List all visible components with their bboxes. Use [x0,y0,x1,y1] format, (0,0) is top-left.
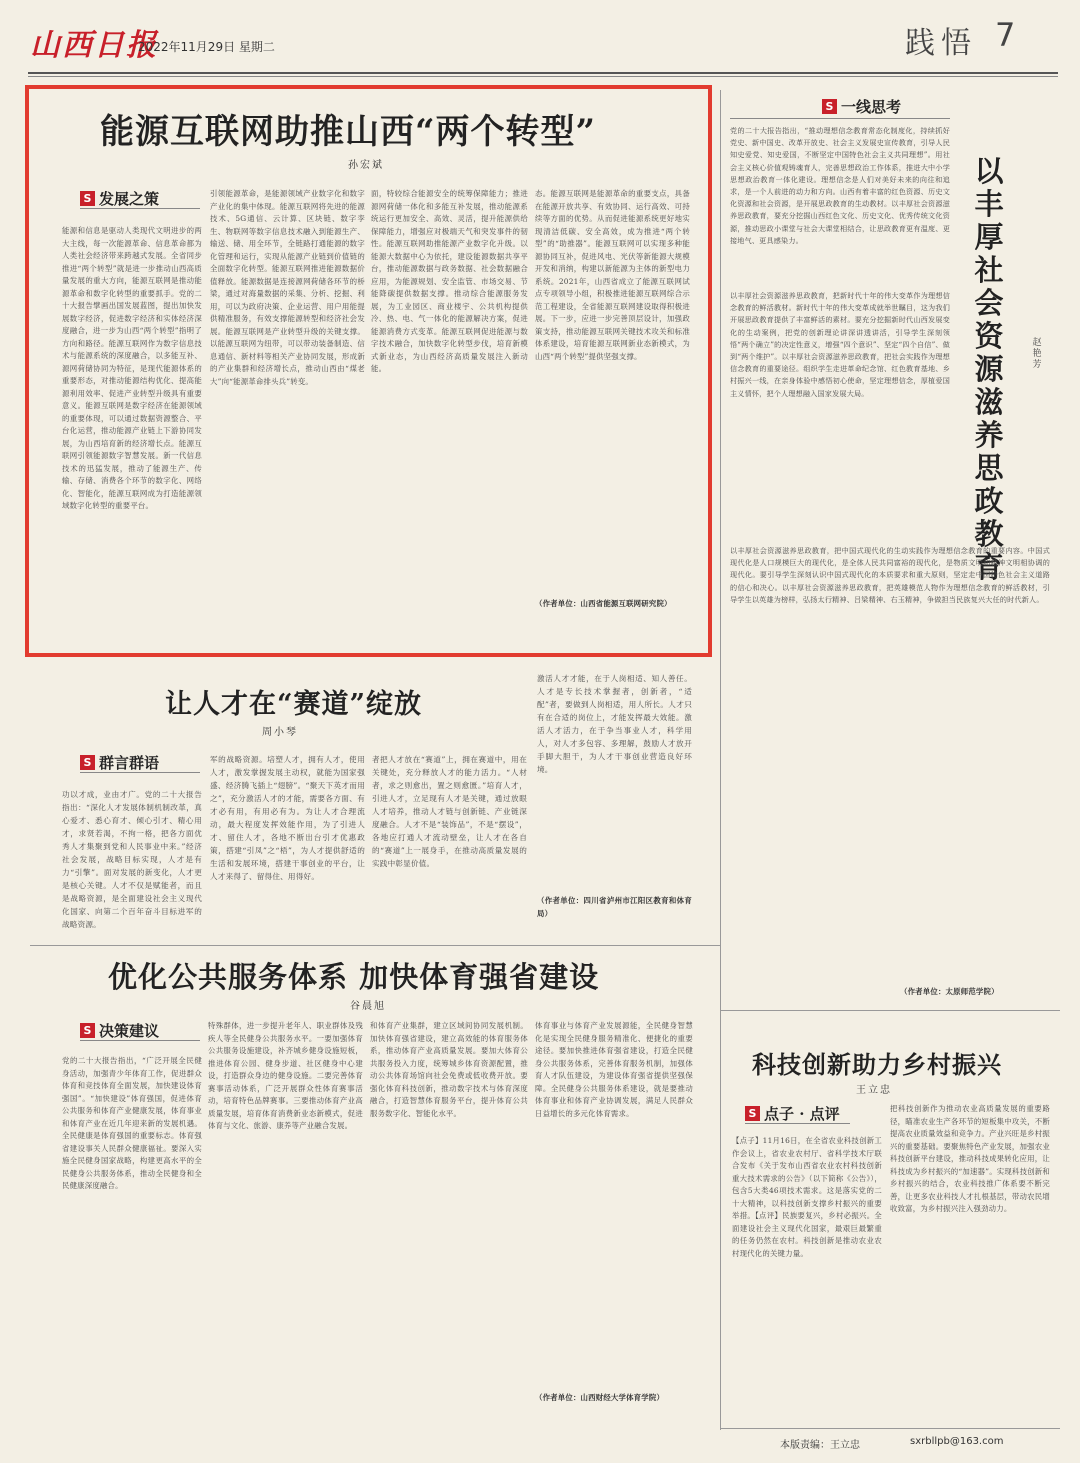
s-badge-icon: S [80,755,95,770]
article-byline-rural: 王立忠 [856,1085,892,1096]
s-badge-icon: S [745,1106,760,1121]
section-tag-voices [80,752,159,773]
article-headline-talent[interactable]: 让人才在“赛道”绽放 [165,689,423,720]
newspaper-logo: 山西日报 [30,28,158,63]
article-column: 【点子】11月16日，在全省农业科技创新工作会议上，省农业农村厅、省科学技术厅联合发布《关于发布山西省农业农村科技创新重大技术需求的公告》（以下简称《公告》），包含5大类46项技术需求。这是落实党的二十大精神，以科技创新支撑乡村振兴的重要举措。【点评】民族要复兴，乡村必振兴。全面建设社会主义现代化国家，最艰巨最繁重的任务仍然在农村。科技创新是推动农业农村现代化的关键力量。 [732,1136,882,1258]
s-badge-icon: S [822,99,837,114]
section-tag-development [80,188,159,209]
s-badge-icon: S [80,191,95,206]
footer-editor: 本版责编：王立忠 [780,1440,860,1451]
issue-date: 2022年11月29日 星期二 [138,40,275,54]
page-number: 7 [995,16,1016,54]
article-byline-talent: 周小琴 [262,727,298,738]
article-headline-sports[interactable]: 优化公共服务体系 加快体育强省建设 [108,960,600,994]
article-headline-rural[interactable]: 科技创新助力乡村振兴 [752,1050,1002,1079]
section-divider [30,945,720,946]
column-divider [720,1010,721,1430]
s-badge-icon: S [80,1023,95,1038]
article-byline-ideology: 赵艳芳 [1032,338,1042,370]
author-affiliation: （作者单位：四川省泸州市江阳区教育和体育局） [537,896,692,918]
tag-label: 一线思考 [841,98,902,116]
masthead-rule-thin [28,76,1058,77]
article-column: 把科技创新作为推动农业高质量发展的重要路径，瞄准农业生产各环节的短板集中攻关，不断提高农业质量效益和竞争力。产业兴旺是乡村振兴的重要基础。要聚焦特色产业发展，加强农业科技创新平台建设，推动科技成果转化应用，让科技成为乡村振兴的“加速器”。实现科技创新和乡村振兴的结合，农业科技推广体系要不断完善，让更多农业科技人才扎根基层，带动农民增收致富，为乡村振兴注入强劲动力。 [890,1104,1050,1213]
article-column: 者把人才放在“赛道”上，拥在赛道中，用在关键处，充分释放人才的能力活力。“人材者，求之则愈出，置之则愈匮。”培育人才，引进人才，立足现有人才是关键，通过放眼人才培养，推动人才链与创新链、产业链深度融合。人才不是“装饰品”，不是“摆设”，各地应打通人才流动壁垒，让人才在各自的“赛道”上一展身手，在推动高质量发展的实践中彰显价值。 [372,755,527,868]
article-column: 和体育产业集群，建立区域间协同发展机制。加快体育强省建设，建立高效能的体育服务体系，推动体育产业高质量发展。要加大体育公共服务投入力度，统筹城乡体育资源配置，推动公共体育场馆向社会免费或低收费开放。要强化体育科技创新，推动数字技术与体育深度融合，打造智慧体育服务平台，提升体育公共服务数字化、智能化水平。 [370,1021,528,1118]
tag-underline [80,208,200,209]
column-divider [720,90,721,1010]
footer-email[interactable]: sxrbllpb@163.com [910,1436,1004,1447]
article-column: 能源和信息是驱动人类现代文明进步的两大主线，每一次能源革命、信息革命都为人类社会经济带来跨越式发展。全省同步推进“两个转型”就是进一步推动山西高质量发展的重大方向，能源互联网是推动能源革命和数字化转型的重要抓手。党的二十大报告擘画出国发展蓝图，提出加快发展数字经济，促进数字经济和实体经济深度融合，进一步为山西“两个转型”指明了方向和路径。能源互联网作为数字信息技术与能源系统的深度融合，以多能互补、源网荷储协同为特征，是现代能源体系的重要形态，对推动能源结构优化、提高能源利用效率、促进产业转型升级具有重要意义。能源互联网是数字经济在能源领域的重要体现，可以通过数据资源整合、平台化运营，推动能源产业链上下游协同发展，为山西培育新的经济增长点。能源互联网引领能源数字智慧发展。新一代信息技术的迅猛发展，推动了能源生产、传输、存储、消费各个环节的数字化、网络化、智能化，能源互联网成为打造能源领域数字化转型的重要平台。 [62,226,202,510]
article-headline-energy[interactable]: 能源互联网助推山西“两个转型” [100,112,597,152]
tag-underline [80,772,200,773]
section-name: 践悟 [905,26,977,61]
article-headline-ideology[interactable]: 以丰厚社会资源滋养思政教育 [974,154,1004,584]
article-column: 体育事业与体育产业发展源能，全民健身智慧化是实现全民健身服务精准化、便捷化的重要途径。要加快推进体育强省建设，打造全民健身公共服务体系，完善体育服务机制，加强体育人才队伍建设，为建设体育强省提供坚强保障。全民健身公共服务体系建设，就是要推动体育事业和体育产业协调发展，满足人民群众日益增长的多元化体育需求。 [535,1021,693,1118]
tag-label: 点子 · 点评 [764,1105,840,1123]
tag-underline [80,1040,200,1041]
article-column: 党的二十大报告指出，“推动理想信念教育常态化制度化，持续抓好党史、新中国史、改革开放史、社会主义发展史宣传教育，引导人民知史爱党、知史爱国，不断坚定中国特色社会主义共同理想”。用社会主义核心价值观铸魂育人，完善思想政治工作体系，推进大中小学思想政治教育一体化建设。理想信念是人们对美好未来的向往和追求，是一个人前进的动力和方向。山西有着丰富的红色资源、历史文化资源和社会资源，是开展思政教育的生动教材。以丰厚社会资源滋养思政教育，要充分挖掘山西红色文化、历史文化、优秀传统文化资源，推动思政小课堂与社会大课堂相结合，让思政教育更有温度、更接地气、更具感染力。 [730,126,950,245]
article-column: 引领能源革命，是能源领域产业数字化和数字产业化的集中体现。能源互联网将先进的能源技术、5G通信、云计算、区块链、数字孪生、物联网等数字信息技术融入到能源生产、输送、储、用全环节，全链路打通能源的数字化管理和运行，实现从能源产业链到价值链的全面数字化转型。能源互联网推进能源数据价值释放。能源数据是连接源网荷储各环节的桥梁，通过对海量数据的采集、分析、挖掘、利用，可以为政府决策、企业运营、用户用能提供精准服务，有效支撑能源转型和经济社会发展。能源互联网是产业转型升级的关键支撑。以能源互联网为纽带，可以带动装备制造、信息通信、新材料等相关产业协同发展，形成新的产业集群和经济增长点，推动山西由“煤老大”向“能源革命排头兵”转变。 [210,189,365,386]
article-column: 激活人才才能，在于人岗相适、知人善任。人才是专长技术掌握者，创新者，“适配”者，要做到人岗相适，用人所长。人才只有在合适的岗位上，才能发挥最大效能。激活人才活力，在于争当事业人才，科学用人，对人才多包容、多理解，鼓励人才放开手脚大胆干，为人才干事创业营造良好环境。 [537,674,692,774]
article-column: 面，特较综合能源安全的统筹保障能力；推进源网荷储一体化和多能互补发展，推动能源系统运行更加安全、高效、灵活，提升能源供给保障能力，增强应对极端天气和突发事件的韧性。能源互联网助推能源产业数字化升级。以能源大数据中心为依托，建设能源数据共享平台，推动能源数据与政务数据、社会数据融合应用，为能源规划、安全监管、市场交易、节能降碳提供数据支撑。推动综合能源服务发展，为工业园区、商业楼宇、公共机构提供冷、热、电、气一体化的能源解决方案，促进能源消费方式变革。能源互联网促进能源与数字技术融合，加快数字化转型步伐，培育新模式新业态，为山西经济高质量发展注入新动能。 [371,189,528,373]
tag-label: 群言群语 [99,754,160,772]
tag-underline [745,1123,850,1124]
author-affiliation: （作者单位：山西省能源互联网研究院） [535,599,672,608]
tag-underline [730,118,950,119]
article-column: 以丰厚社会资源滋养思政教育，把中国式现代化的生动实践作为理想信念教育的重要内容。中国式现代化是人口规模巨大的现代化，是全体人民共同富裕的现代化，是物质文明和精神文明相协调的现代化。要引导学生深刻认识中国式现代化的本质要求和重大原则，坚定走中国特色社会主义道路的信心和决心。以丰厚社会资源滋养思政教育，把英雄模范人物作为理想信念教育的鲜活教材，引导学生以英雄为榜样，弘扬太行精神、吕梁精神、右玉精神，争做担当民族复兴大任的时代新人。 [730,546,1050,604]
tag-label: 发展之策 [99,190,160,208]
footer-rule [720,1428,1060,1429]
masthead-rule [28,72,1058,74]
article-column: 态。能源互联网是能源革命的重要支点，具备在能源开放共享、有效协同、运行高效、可持续等方面的优势。从而促进能源系统更好地实现清洁低碳、安全高效，成为推进“两个转型”的“助推器”。能源互联网可以实现多种能源协同互补，促进风电、光伏等新能源大规模开发和消纳，构建以新能源为主体的新型电力系统。2021年，山西省成立了能源互联网试点专项领导小组，积极推进能源互联网综合示范工程建设，全省能源互联网建设取得积极进展。下一步，应进一步完善顶层设计，加强政策支持，推动能源互联网关键技术攻关和标准体系建设，培育能源互联网新业态新模式，为山西“两个转型”提供坚强支撑。 [535,189,690,361]
article-byline-sports: 谷晨旭 [350,1001,386,1012]
author-affiliation: （作者单位：山西财经大学体育学院） [535,1393,665,1402]
article-column: 特殊群体，进一步提升老年人、职业群体及残疾人等全民健身公共服务水平。一要加强体育公共服务设施建设，补齐城乡健身设施短板，推进体育公园、健身步道、社区健身中心建设，打造群众身边的健身设施。二要完善体育赛事活动体系，广泛开展群众性体育赛事活动，培育特色品牌赛事。三要推动体育产业高质量发展，培育体育消费新业态新模式，促进体育与文化、旅游、康养等产业融合发展。 [208,1021,363,1130]
article-byline-energy: 孙宏斌 [348,160,384,171]
tag-label: 决策建议 [99,1022,160,1040]
article-column: 以丰厚社会资源滋养思政教育，把新时代十年的伟大变革作为理想信念教育的鲜活教材。新时代十年的伟大变革成就举世瞩目，这为我们开展思政教育提供了丰富鲜活的素材。要充分挖掘新时代山西发展变化的生动案例，把党的创新理论讲深讲透讲活，引导学生深刻领悟“两个确立”的决定性意义，增强“四个意识”、坚定“四个自信”、做到“两个维护”。以丰厚社会资源滋养思政教育，把社会实践作为理想信念教育的重要途径。组织学生走进革命纪念馆、红色教育基地、乡村振兴一线，在亲身体验中感悟初心使命，坚定理想信念，厚植爱国主义情怀，把个人理想融入国家发展大局。 [730,291,950,398]
section-tag-comment [745,1103,840,1124]
section-tag-policy [80,1020,159,1041]
article-column: 党的二十大报告指出，“广泛开展全民健身活动，加强青少年体育工作，促进群众体育和竞技体育全面发展，加快建设体育强国”。“加快建设”体育强国，促进体育公共服务和体育产业健康发展，体育事业和体育产业在近几年迎来新的发展机遇。全民健康是体育强国的重要标志。体育强省建设事关人民群众健康福祉。要深入实施全民健身国家战略，构建更高水平的全民健身公共服务体系，推动全民健身和全民健康深度融合。 [62,1056,202,1190]
article-column: 军的战略资源。培塑人才，拥有人才，使用人才，激发掌握发展主动权，就能为国家强盛、经济腾飞插上“翅膀”。“聚天下英才而用之”，充分激活人才的才能，需要各方面、有才必有用，有用必有为。为让人才合理流动，最大程度发挥效能作用，为了引进人才、留住人才，各地不断出台引才优惠政策，搭建“引凤”之“梧”，为人才提供舒适的生活和发展环境，搭建干事创业的平台，让人才来得了、留得住、用得好。 [210,755,365,881]
author-affiliation: （作者单位：太原师范学院） [900,987,999,996]
section-tag-frontline [822,96,901,117]
section-divider [720,1010,1060,1011]
article-column: 功以才成，业由才广。党的二十大报告指出：“深化人才发展体制机制改革，真心爱才、悉心育才、倾心引才、精心用才，求贤若渴，不拘一格，把各方面优秀人才集聚到党和人民事业中来。”经济社会发展，战略目标实现，人才是有力“引擎”。面对发展的新变化，人才更是核心关键。人才不仅是赋能者，而且是战略资源，是全面建设社会主义现代化国家、向第二个百年奋斗目标进军的战略资源。 [62,790,202,929]
